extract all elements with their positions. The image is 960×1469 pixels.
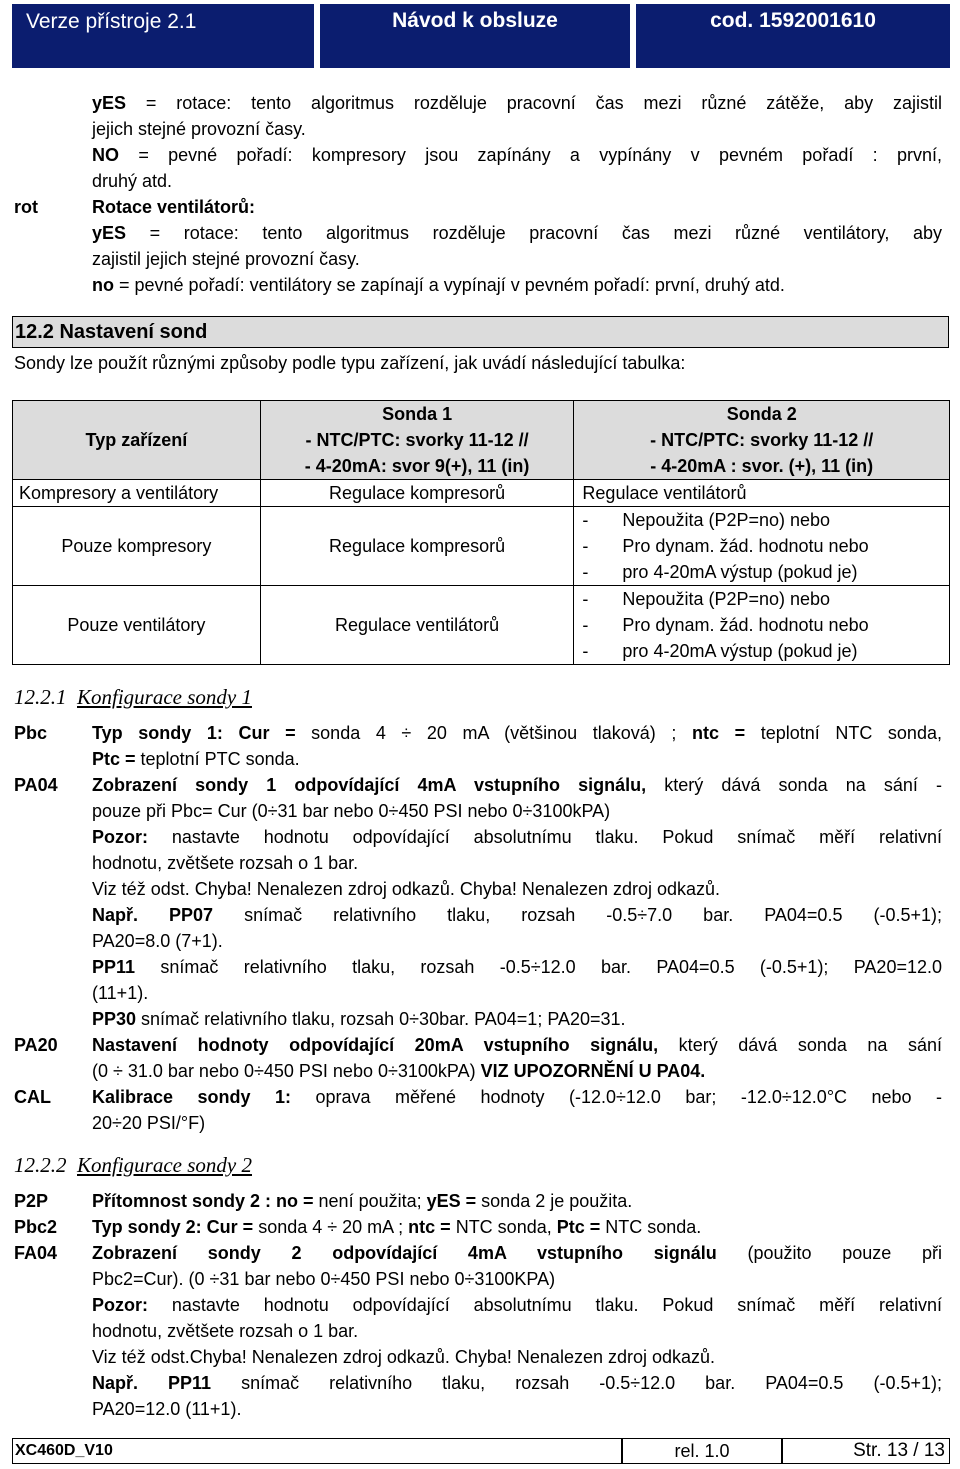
cell-type: Pouze kompresory	[13, 507, 261, 586]
param-label-p2p: P2P	[14, 1191, 49, 1211]
bold-text: PP11	[92, 957, 136, 977]
section-title: 12.2 Nastavení sond	[15, 321, 208, 343]
bold-text: VIZ UPOZORNĚNÍ U PA04.	[480, 1061, 706, 1081]
bold-text: yES =	[426, 1191, 477, 1211]
option-key: yES	[92, 93, 127, 113]
header-title	[320, 4, 630, 68]
fa04-line-5: Viz též odst.Chyba! Nenalezen zdroj odkazů. Chyba! Nenalezen zdroj odkazů.	[92, 1347, 716, 1367]
document-code: cod. 1592001610	[710, 9, 876, 32]
param-label-pa04: PA04	[14, 775, 58, 795]
fa04-line-1	[92, 1240, 942, 1266]
pa04-line-5: Viz též odst. Chyba! Nenalezen zdroj odkazů. Chyba! Nenalezen zdroj odkazů.	[92, 879, 721, 899]
footer-rel-text: rel. 1.0	[674, 1441, 730, 1461]
list-item	[582, 612, 947, 638]
intro-line-1	[92, 90, 942, 116]
option-text: = pevné pořadí: ventilátory se zapínají a vypínají v pevném pořadí: první, druhý atd.	[114, 275, 785, 295]
bold-text: Kalibrace sondy 1:	[92, 1087, 291, 1107]
intro-line-2: jejich stejné provozní časy.	[92, 119, 306, 139]
footer-page	[782, 1438, 950, 1464]
section-lead: Sondy lze použít různými způsoby podle typu zařízení, jak uvádí následující tabulka:	[14, 353, 686, 373]
subsection-title: Konfigurace sondy 1	[77, 685, 252, 709]
bold-text: ntc =	[408, 1217, 451, 1237]
table-row	[13, 586, 950, 665]
intro-line-4: druhý atd.	[92, 171, 173, 191]
intro-line-3	[92, 142, 942, 168]
pbc2-line	[92, 1214, 701, 1240]
pa04-line-8	[92, 954, 942, 980]
text: teplotní PTC sonda.	[135, 749, 300, 769]
param-label-rot: rot	[14, 197, 38, 217]
footer-doc-text: XC460D_V10	[15, 1442, 113, 1459]
list-item-text: pro 4-20mA výstup (pokud je)	[622, 641, 858, 661]
text: snímač relativního tlaku, rozsah 0÷30bar. PA04=1; PA20=31.	[136, 1009, 626, 1029]
p2p-line	[92, 1188, 632, 1214]
text: nastavte hodnotu odpovídající absolutnímu tlaku. Pokud snímač měří relativní	[148, 1295, 942, 1315]
subsection-title: Konfigurace sondy 2	[77, 1153, 252, 1177]
cell-s1: Regulace kompresorů	[260, 480, 574, 507]
rot-line-1	[92, 220, 942, 246]
bold-text: Např. PP07	[92, 905, 214, 925]
option-text: = pevné pořadí: kompresory jsou zapínány a vypínány v pevném pořadí : první,	[119, 145, 942, 165]
pa04-line-3	[92, 824, 942, 850]
option-key: yES	[92, 223, 127, 243]
pa20-line-2	[92, 1058, 705, 1084]
cell-type: Kompresory a ventilátory	[13, 480, 261, 507]
dash-bullet: -	[582, 536, 589, 556]
cell-s1: Regulace kompresorů	[260, 507, 574, 586]
bold-text: Typ sondy 1: Cur =	[92, 723, 296, 743]
fa04-line-2: Pbc2=Cur). (0 ÷31 bar nebo 0÷450 PSI nebo 0÷3100KPA)	[92, 1269, 556, 1289]
cell-type: Pouze ventilátory	[13, 586, 261, 665]
document-title: Návod k obsluze	[392, 9, 558, 32]
cell-s2	[574, 586, 950, 665]
rot-line-3	[92, 272, 785, 298]
param-label-pbc2: Pbc2	[14, 1217, 58, 1237]
cal-line-1	[92, 1084, 942, 1110]
table-row	[13, 480, 950, 507]
param-label-pbc: Pbc	[14, 723, 48, 743]
dash-bullet: -	[582, 641, 589, 661]
list-item-text: Pro dynam. žád. hodnotu nebo	[622, 615, 869, 635]
option-key: no	[92, 275, 114, 295]
bold-text: Zobrazení sondy 1 odpovídající 4mA vstupního signálu,	[92, 775, 647, 795]
bold-text: Nastavení hodnoty odpovídající 20mA vstupního signálu,	[92, 1035, 659, 1055]
text: snímač relativního tlaku, rozsah -0.5÷12.0 bar. PA04=0.5 (-0.5+1); PA20=12.0	[135, 957, 942, 977]
header-sonda2	[574, 401, 950, 480]
cell-s1: Regulace ventilátorů	[260, 586, 574, 665]
dash-bullet: -	[582, 510, 589, 530]
option-text: = rotace: tento algoritmus rozděluje pracovní čas mezi různé ventilátory, aby	[126, 223, 942, 243]
dash-bullet: -	[582, 562, 589, 582]
text: sonda 4 ÷ 20 mA (většinou tlaková) ;	[295, 723, 692, 743]
header-code	[636, 4, 950, 68]
text: není použita;	[313, 1191, 427, 1211]
header-version	[12, 4, 314, 68]
bold-text: Ptc =	[556, 1217, 601, 1237]
param-label-pa20: PA20	[14, 1035, 58, 1055]
bold-text: PP30	[92, 1009, 137, 1029]
list-item	[582, 507, 947, 533]
bold-text: Pozor:	[92, 827, 148, 847]
cell-s2	[574, 507, 950, 586]
page-number: Str. 13 / 13	[853, 1440, 945, 1461]
cal-line-2: 20÷20 PSI/°F)	[92, 1113, 206, 1133]
list-item	[582, 559, 947, 585]
list-item	[582, 533, 947, 559]
bold-text: Pozor:	[92, 1295, 148, 1315]
bold-text: Zobrazení sondy 2 odpovídající 4mA vstupního signálu	[92, 1243, 717, 1263]
text: který dává sonda na sání	[658, 1035, 942, 1055]
pa04-line-4: hodnotu, zvětšete rozsah o 1 bar.	[92, 853, 359, 873]
header-s2-line: - 4-20mA : svor. (+), 11 (in)	[650, 456, 874, 476]
bold-text: Typ sondy 2: Cur =	[92, 1217, 254, 1237]
pa04-line-10	[92, 1006, 626, 1032]
subsection-heading-1	[14, 684, 252, 710]
option-key: NO	[92, 145, 119, 165]
pa04-line-2: pouze při Pbc= Cur (0÷31 bar nebo 0÷450 PSI nebo 0÷3100kPA)	[92, 801, 611, 821]
dash-bullet: -	[582, 615, 589, 635]
bold-text: Ptc =	[92, 749, 136, 769]
table-header-row	[13, 401, 950, 480]
pa04-line-1	[92, 772, 942, 798]
pbc-line-1	[92, 720, 942, 746]
fa04-line-7: PA20=12.0 (11+1).	[92, 1399, 242, 1419]
option-text: = rotace: tento algoritmus rozděluje pracovní čas mezi různé zátěže, aby zajistil	[126, 93, 942, 113]
header-type-text: Typ zařízení	[85, 430, 188, 450]
subsection-number: 12.2.2	[14, 1153, 67, 1177]
rot-line-2: zajistil jejich stejné provozní časy.	[92, 249, 360, 269]
pa04-line-7: PA20=8.0 (7+1).	[92, 931, 223, 951]
text: snímač relativního tlaku, rozsah -0.5÷7.0 bar. PA04=0.5 (-0.5+1);	[213, 905, 942, 925]
text: oprava měřené hodnoty (-12.0÷12.0 bar; -12.0÷12.0°C nebo -	[291, 1087, 942, 1107]
pa04-line-6	[92, 902, 942, 928]
list-item	[582, 638, 947, 664]
text: NTC sonda,	[450, 1217, 557, 1237]
header-type	[13, 401, 261, 480]
list-item	[582, 586, 947, 612]
fa04-line-3	[92, 1292, 942, 1318]
pa20-line-1	[92, 1032, 942, 1058]
table-row	[13, 507, 950, 586]
text: (použito pouze při	[716, 1243, 942, 1263]
footer-rel	[622, 1438, 782, 1464]
header-sonda1	[260, 401, 574, 480]
text: (0 ÷ 31.0 bar nebo 0÷450 PSI nebo 0÷3100kPA)	[92, 1061, 481, 1081]
footer-doc	[12, 1438, 622, 1464]
version-text: Verze přístroje 2.1	[26, 10, 197, 33]
section-heading	[12, 316, 949, 348]
dash-bullet: -	[582, 589, 589, 609]
list-item-text: pro 4-20mA výstup (pokud je)	[622, 562, 858, 582]
pbc-line-2	[92, 746, 300, 772]
text: NTC sonda.	[600, 1217, 702, 1237]
fa04-line-6	[92, 1370, 942, 1396]
header-s1-line: - NTC/PTC: svorky 11-12 //	[305, 430, 529, 450]
list-item-text: Pro dynam. žád. hodnotu nebo	[622, 536, 869, 556]
list-item-text: Nepoužita (P2P=no) nebo	[622, 589, 831, 609]
list-item-text: Nepoužita (P2P=no) nebo	[622, 510, 831, 530]
text: který dává sonda na sání -	[646, 775, 943, 795]
bold-text: ntc =	[691, 723, 746, 743]
header-s2-line: - NTC/PTC: svorky 11-12 //	[650, 430, 874, 450]
text: sonda 2 je použita.	[476, 1191, 633, 1211]
probe-table	[12, 400, 950, 665]
pa04-line-9: (11+1).	[92, 983, 149, 1003]
bold-text: Např. PP11	[92, 1373, 212, 1393]
subsection-number: 12.2.1	[14, 685, 67, 709]
param-label-cal: CAL	[14, 1087, 51, 1107]
param-label-fa04: FA04	[14, 1243, 58, 1263]
subsection-heading-2	[14, 1152, 252, 1178]
header-s1-line: - 4-20mA: svor 9(+), 11 (in)	[304, 456, 530, 476]
cell-s2: Regulace ventilátorů	[574, 480, 950, 507]
text: snímač relativního tlaku, rozsah -0.5÷12.0 bar. PA04=0.5 (-0.5+1);	[211, 1373, 942, 1393]
text: teplotní NTC sonda,	[745, 723, 942, 743]
text: sonda 4 ÷ 20 mA ;	[253, 1217, 409, 1237]
fa04-line-4: hodnotu, zvětšete rozsah o 1 bar.	[92, 1321, 359, 1341]
bold-text: Přítomnost sondy 2 : no =	[92, 1191, 314, 1211]
text: nastavte hodnotu odpovídající absolutnímu tlaku. Pokud snímač měří relativní	[148, 827, 942, 847]
header-s2-title: Sonda 2	[726, 404, 797, 424]
rot-title: Rotace ventilátorů:	[92, 197, 256, 217]
header-s1-title: Sonda 1	[382, 404, 453, 424]
